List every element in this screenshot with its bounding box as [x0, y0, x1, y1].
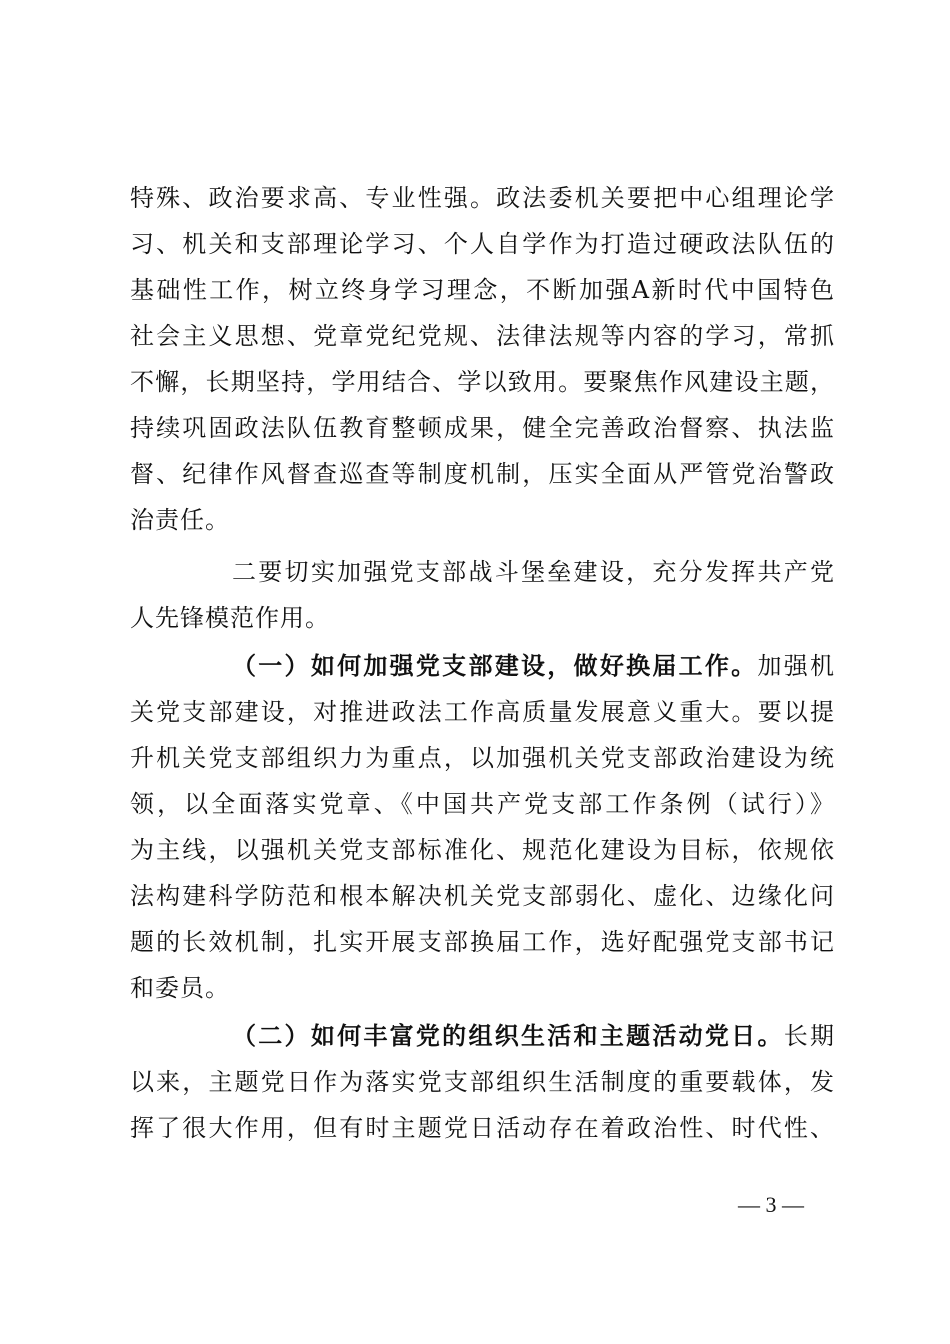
subsection-heading-2: （二）如何丰富党的组织生活和主题活动党日。 — [232, 1021, 784, 1050]
body-line: 升机关党支部组织力为重点，以加强机关党支部政治建设为统 — [130, 744, 835, 772]
section-heading-line: 人先锋模范作用。 — [130, 604, 330, 632]
subsection-heading-1: （一）如何加强党支部建设，做好换届工作。 — [232, 651, 758, 680]
body-line: 为主线，以强机关党支部标准化、规范化建设为目标，依规依 — [130, 836, 835, 864]
subsection-text: 长期 — [783, 1022, 836, 1050]
body-line: 不懈，长期坚持，学用结合、学以致用。要聚焦作风建设主题， — [130, 368, 835, 396]
subsection-line — [232, 644, 835, 688]
body-line: 以来，主题党日作为落实党支部组织生活制度的重要载体，发 — [130, 1068, 835, 1096]
body-line: 特殊、政治要求高、专业性强。政法委机关要把中心组理论学 — [130, 184, 835, 212]
body-line: 和委员。 — [130, 974, 230, 1002]
page-number: — 3 — — [738, 1192, 804, 1217]
body-line: 习、机关和支部理论学习、个人自学作为打造过硬政法队伍的 — [130, 230, 835, 258]
body-line: 关党支部建设，对推进政法工作高质量发展意义重大。要以提 — [130, 698, 835, 726]
body-line: 治责任。 — [130, 506, 230, 534]
subsection-text: 加强机 — [757, 652, 835, 680]
section-heading-line: 二要切实加强党支部战斗堡垒建设，充分发挥共产党 — [232, 558, 835, 586]
body-line: 领，以全面落实党章、《中国共产党支部工作条例（试行）》 — [130, 790, 835, 818]
body-line: 社会主义思想、党章党纪党规、法律法规等内容的学习，常抓 — [130, 322, 835, 350]
body-line: 法构建科学防范和根本解决机关党支部弱化、虚化、边缘化问 — [130, 882, 835, 910]
subsection-line — [232, 1014, 835, 1058]
body-line: 持续巩固政法队伍教育整顿成果，健全完善政治督察、执法监 — [130, 414, 835, 442]
body-line: 题的长效机制，扎实开展支部换届工作，选好配强党支部书记 — [130, 928, 835, 956]
body-line: 督、纪律作风督查巡查等制度机制，压实全面从严管党治警政 — [130, 460, 835, 488]
body-line: 基础性工作，树立终身学习理念，不断加强A新时代中国特色 — [130, 276, 835, 304]
body-line: 挥了很大作用，但有时主题党日活动存在着政治性、时代性、 — [130, 1114, 835, 1142]
